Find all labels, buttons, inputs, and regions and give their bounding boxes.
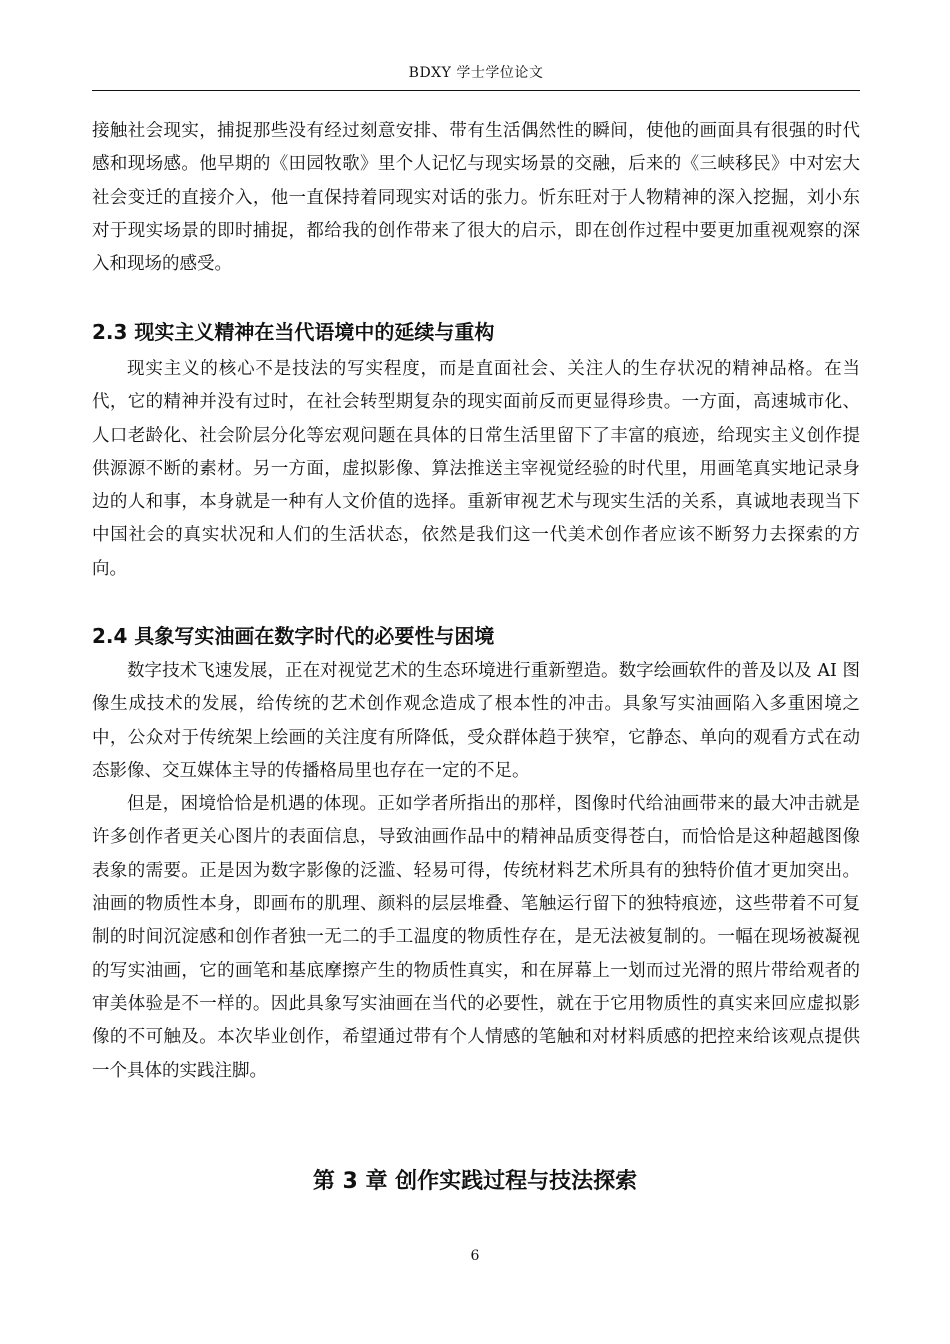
header-rule bbox=[92, 90, 860, 91]
paragraph: 但是，困境恰恰是机遇的体现。正如学者所指出的那样，图像时代给油画带来的最大冲击就是许多创作者更关心图片的表面信息，导致油画作品中的精神品质变得苍白，而恰恰是这种超越图像表象的需要。正是因为数字影像的泛滥、轻易可得，传统材料艺术所具有的独特价值才更加突出。油画的物质性本身，即画布的肌理、颜料的层层堆叠、笔触运行留下的独特痕迹，这些带着不可复制的时间沉淀感和创作者独一无二的手工温度的物质性存在，是无法被复制的。一幅在现场被凝视的写实油画，它的画笔和基底摩擦产生的物质性真实，和在屏幕上一划而过光滑的照片带给观者的审美体验是不一样的。因此具象写实油画在当代的必要性，就在于它用物质性的真实来回应虚拟影像的不可触及。本次毕业创作，希望通过带有个人情感的笔触和对材料质感的把控来给该观点提供一个具体的实践注脚。 bbox=[92, 794, 860, 1081]
paragraph: 数字技术飞速发展，正在对视觉艺术的生态环境进行重新塑造。数字绘画软件的普及以及 AI 图像生成技术的发展，给传统的艺术创作观念造成了根本性的冲击。具象写实油画陷入多重困境之中，公众对于传统架上绘画的关注度有所降低，受众群体趋于狭窄，它静态、单向的观看方式在动态影像、交互媒体主导的传播格局里也存在一定的不足。 bbox=[92, 661, 860, 781]
running-header: BDXY 学士学位论文 bbox=[408, 65, 544, 81]
section-heading-2-3: 2.3 现实主义精神在当代语境中的延续与重构 bbox=[92, 320, 495, 344]
chapter-heading: 第 3 章 创作实践过程与技法探索 bbox=[312, 1169, 638, 1194]
section-prev-text bbox=[92, 115, 860, 281]
paragraph: 接触社会现实，捕捉那些没有经过刻意安排、带有生活偶然性的瞬间，使他的画面具有很强的时代感和现场感。他早期的《田园牧歌》里个人记忆与现实场景的交融，后来的《三峡移民》中对宏大社会变迁的直接介入，他一直保持着同现实对话的张力。忻东旺对于人物精神的深入挖掘，刘小东对于现实场景的即时捕捉，都给我的创作带来了很大的启示，即在创作过程中要更加重视观察的深入和现场的感受。 bbox=[92, 121, 860, 275]
page-number: 6 bbox=[470, 1248, 480, 1264]
section-2-4-text bbox=[92, 655, 860, 1088]
section-heading-2-4: 2.4 具象写实油画在数字时代的必要性与困境 bbox=[92, 624, 495, 648]
section-2-3-text bbox=[92, 353, 860, 586]
paragraph: 现实主义的核心不是技法的写实程度，而是直面社会、关注人的生存状况的精神品格。在当代，它的精神并没有过时，在社会转型期复杂的现实面前反而更显得珍贵。一方面，高速城市化、人口老龄化、社会阶层分化等宏观问题在具体的日常生活里留下了丰富的痕迹，给现实主义创作提供源源不断的素材。另一方面，虚拟影像、算法推送主宰视觉经验的时代里，用画笔真实地记录身边的人和事，本身就是一种有人文价值的选择。重新审视艺术与现实生活的关系，真诚地表现当下中国社会的真实状况和人们的生活状态，依然是我们这一代美术创作者应该不断努力去探索的方向。 bbox=[92, 359, 860, 579]
